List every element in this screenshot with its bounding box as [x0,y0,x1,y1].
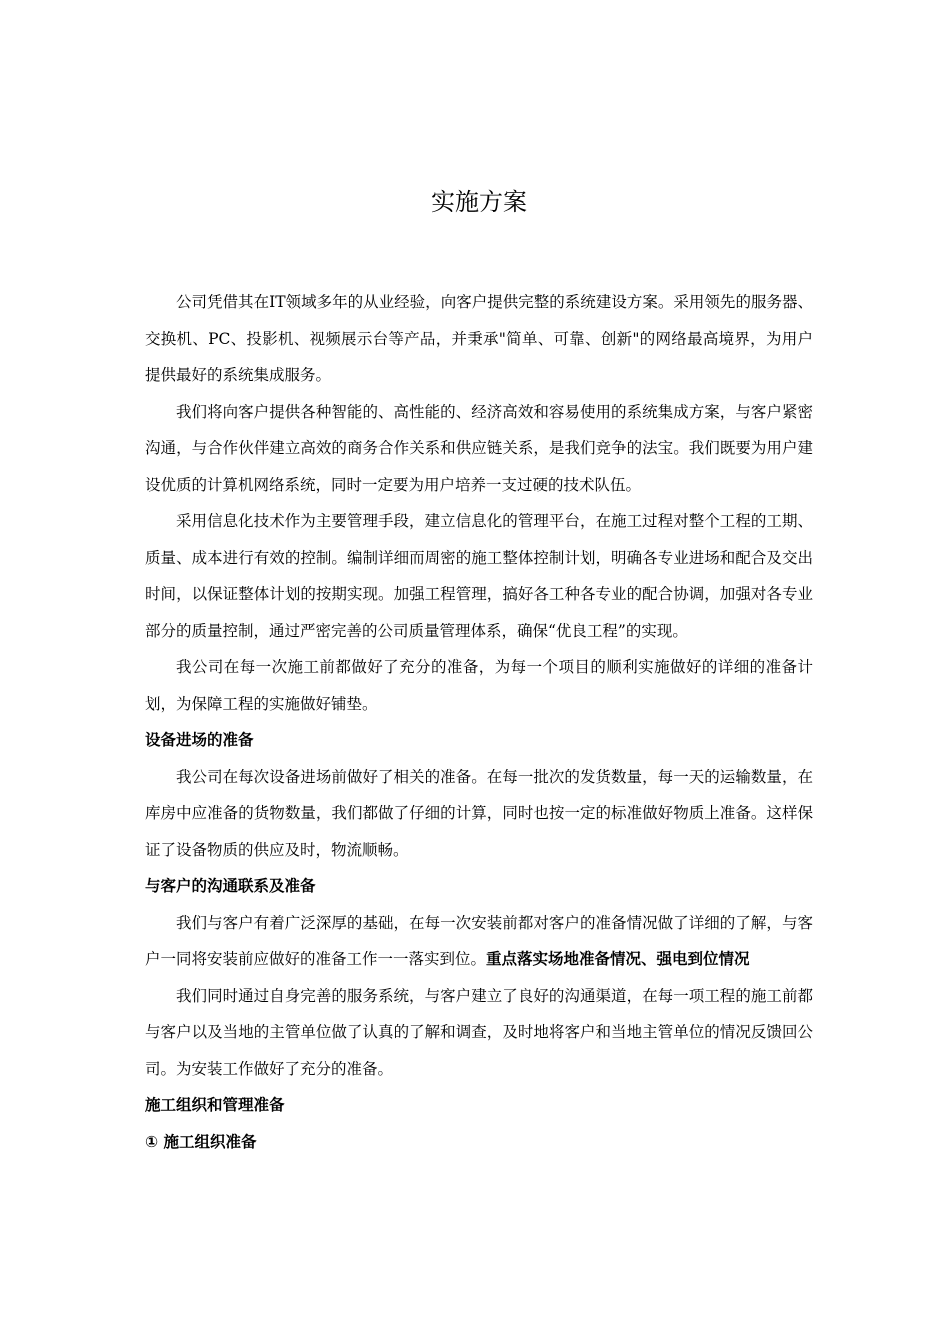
paragraph-equipment: 我公司在每次设备进场前做好了相关的准备。在每一批次的发货数量，每一天的运输数量，在库房中应准备的货物数量，我们都做了仔细的计算，同时也按一定的标准做好物质上准备。这样保证了设备物质的供应及时，物流顺畅。 [145,767,813,859]
paragraph-solutions: 我们将向客户提供各种智能的、高性能的、经济高效和容易使用的系统集成方案，与客户紧密沟通，与合作伙伴建立高效的商务合作关系和供应链关系，是我们竞争的法宝。我们既要为用户建设优质的计算机网络系统，同时一定要为用户培养一支过硬的技术队伍。 [145,402,813,494]
document-body [145,284,813,1160]
paragraph-intro: 公司凭借其在IT领域多年的从业经验，向客户提供完整的系统建设方案。采用领先的服务器、交换机、PC、投影机、视频展示台等产品，并秉承"简单、可靠、创新"的网络最高境界，为用户提供最好的系统集成服务。 [145,293,813,384]
heading-equipment: 设备进场的准备 [145,731,254,749]
paragraph-customer-emphasis: 重点落实场地准备情况、强电到位情况 [486,950,750,968]
paragraph-management: 采用信息化技术作为主要管理手段，建立信息化的管理平台，在施工过程对整个工程的工期、质量、成本进行有效的控制。编制详细而周密的施工整体控制计划，明确各专业进场和配合及交出时间，以保证整体计划的按期实现。加强工程管理，搞好各工种各专业的配合协调，加强对各专业部分的质量控制，通过严密完善的公司质量管理体系，确保“优良工程”的实现。 [145,512,813,640]
paragraph-customer [145,905,813,978]
subheading-construction-organization: ① 施工组织准备 [145,1132,257,1151]
paragraph-customer-text: 我们与客户有着广泛深厚的基础，在每一次安装前都对客户的准备情况做了详细的了解，与客户一同将安装前应做好的准备工作一一落实到位。 [145,913,813,968]
heading-customer: 与客户的沟通联系及准备 [145,877,316,895]
heading-construction: 施工组织和管理准备 [145,1096,285,1114]
paragraph-service-channel: 我们同时通过自身完善的服务系统，与客户建立了良好的沟通渠道，在每一项工程的施工前都与客户以及当地的主管单位做了认真的了解和调查，及时地将客户和当地主管单位的情况反馈回公司。为安装工作做好了充分的准备。 [145,986,813,1078]
paragraph-preparation: 我公司在每一次施工前都做好了充分的准备，为每一个项目的顺利实施做好的详细的准备计划，为保障工程的实施做好铺垫。 [145,658,813,713]
page-title: 实施方案 [431,188,527,216]
